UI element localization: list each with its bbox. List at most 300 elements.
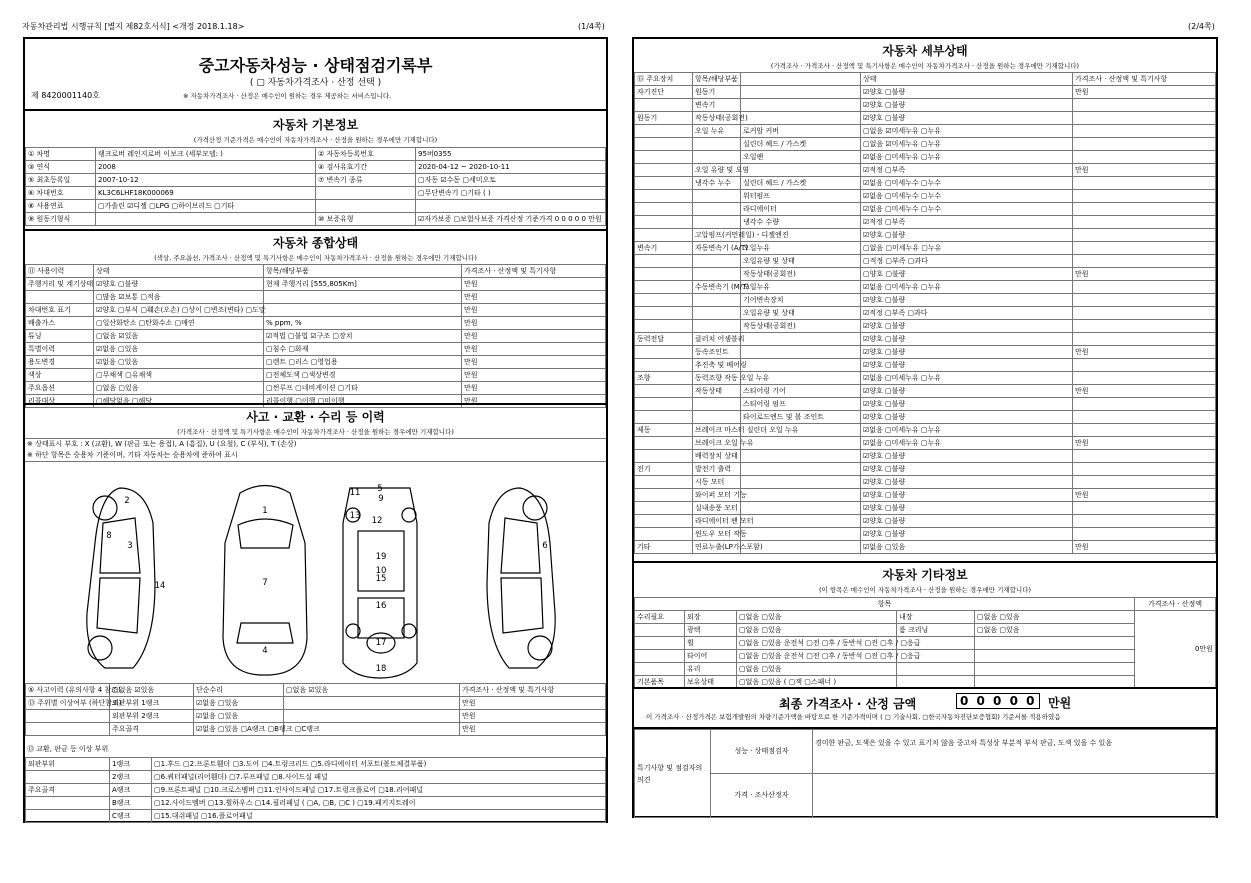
service-notice: ※ 자동차가격조사 · 산정은 매수인이 원하는 경우 제공하는 서비스입니다. bbox=[183, 92, 392, 100]
document-number: 제 8420001140호 bbox=[31, 91, 100, 100]
accident-summary-cell: 외판부위 1랭크 bbox=[110, 697, 194, 710]
detail-status-cell bbox=[741, 502, 861, 515]
basic-info-cell: ⑤ 최초등록일 bbox=[26, 174, 96, 187]
detail-status-cell bbox=[1073, 125, 1216, 138]
detail-status-cell bbox=[1073, 307, 1216, 320]
detail-status-cell bbox=[1073, 255, 1216, 268]
detail-status-cell: ☑양호 ▢불량 bbox=[861, 476, 1073, 489]
detail-status-cell: 오일 유량 및 오염 bbox=[693, 164, 741, 177]
diagram-part-label: 9 bbox=[378, 494, 384, 504]
overall-status-row bbox=[26, 317, 606, 330]
detail-status-cell: ☑양호 ▢불량 bbox=[861, 320, 1073, 333]
parts-row bbox=[26, 758, 606, 771]
other-info-cell: ▢없음 ▢있음 운전석 ▢전 ▢후 / 동반석 ▢전 ▢후 / ▢응급 bbox=[737, 637, 897, 650]
detail-status-cell bbox=[741, 528, 861, 541]
final-price-label: 최종 가격조사 · 산정 금액 bbox=[779, 697, 917, 711]
basic-info-cell: KL3C6LHF18K000069 bbox=[96, 187, 316, 200]
basic-info-cell: 랭크로버 레인지로버 이보크 (세부모델: ) bbox=[96, 148, 316, 161]
detail-status-cell bbox=[693, 307, 741, 320]
basic-info-subtitle: (가격산정 기준가격은 매수인이 자동차가격조사 · 산정을 원하는 경우에만 기재합니다) bbox=[193, 136, 438, 144]
detail-status-cell: 등속조인트 bbox=[693, 346, 741, 359]
detail-status-cell: 오일팬 bbox=[741, 151, 861, 164]
detail-status-row bbox=[635, 307, 1216, 320]
parts-table bbox=[25, 757, 606, 823]
detail-status-cell: 자기진단 bbox=[635, 86, 693, 99]
parts-cell bbox=[26, 797, 110, 810]
detail-status-cell: ☑양호 ▢불량 bbox=[861, 515, 1073, 528]
overall-status-cell: ▢침수 ▢화재 bbox=[264, 343, 462, 356]
detail-status-cell: 타이로드엔드 및 볼 조인트 bbox=[741, 411, 861, 424]
other-info-cell: ▢없음 ▢있음 bbox=[737, 624, 897, 637]
car-frame-wheelhouse-fr bbox=[402, 508, 416, 522]
detail-head-row bbox=[635, 73, 1216, 86]
detail-status-cell: 만원 bbox=[1073, 489, 1216, 502]
detail-status-cell: 작동상태(공회전) bbox=[693, 112, 741, 125]
car-left-rear-wheel bbox=[88, 636, 112, 660]
accident-summary-cell bbox=[284, 710, 460, 723]
detail-status-cell: 와이퍼 모터 기능 bbox=[693, 489, 741, 502]
other-info-cell: 수리필요 bbox=[635, 611, 685, 624]
basic-info-cell bbox=[416, 200, 606, 213]
final-price-unit: 만원 bbox=[1048, 696, 1072, 710]
parts-cell: ▢9.프론트패널 ▢10.크로스멤버 ▢11.인사이드패널 ▢17.트렁크플로어 ▢18.리어패널 bbox=[152, 784, 606, 797]
overall-head-cell: ⑪ 사용이력 bbox=[26, 265, 94, 278]
overall-head-cell: 항목/해당부품 bbox=[264, 265, 462, 278]
detail-status-cell bbox=[635, 164, 693, 177]
detail-status-cell: 만원 bbox=[1073, 268, 1216, 281]
detail-status-cell: ☑양호 ▢불량 bbox=[861, 398, 1073, 411]
accident-summary-cell bbox=[284, 697, 460, 710]
final-price-digits: 0 0 0 0 0 bbox=[956, 693, 1040, 709]
overall-status-row bbox=[26, 304, 606, 317]
basic-info-cell: 95버0355 bbox=[416, 148, 606, 161]
other-info-row bbox=[635, 624, 1216, 637]
detail-status-row bbox=[635, 398, 1216, 411]
appraiser-label: 가격 · 조사산정자 bbox=[711, 774, 813, 818]
parts-row bbox=[26, 784, 606, 797]
other-info-cell bbox=[975, 650, 1135, 663]
detail-status-cell bbox=[741, 346, 861, 359]
form-title-block bbox=[25, 39, 606, 109]
other-head-price: 가격조사 · 산정액 bbox=[1135, 598, 1216, 611]
detail-status-cell: 동력조향 작동 오일 누유 bbox=[693, 372, 741, 385]
overall-status-cell: 만원 bbox=[462, 291, 606, 304]
other-info-cell bbox=[635, 650, 685, 663]
detail-status-cell bbox=[1073, 112, 1216, 125]
detail-status-cell: ▢적정 ▢부족 ▢과다 bbox=[861, 255, 1073, 268]
detail-status-cell: 만원 bbox=[1073, 86, 1216, 99]
other-head-item: 항목 bbox=[635, 598, 1135, 611]
detail-status-cell: 전기 bbox=[635, 463, 693, 476]
overall-status-cell: ▢무채색 ▢유채색 bbox=[94, 369, 264, 382]
other-info-title: 자동차 기타정보 bbox=[882, 568, 968, 582]
basic-info-cell: ⑩ 보증유형 bbox=[316, 213, 416, 226]
basic-info-table bbox=[25, 147, 606, 226]
detail-status-cell: 작동상태 bbox=[693, 385, 741, 398]
detail-status-cell bbox=[741, 164, 861, 177]
detail-status-cell bbox=[1073, 515, 1216, 528]
detail-status-cell: 제동 bbox=[635, 424, 693, 437]
detail-status-row bbox=[635, 424, 1216, 437]
basic-info-cell: ④ 검사유효기간 bbox=[316, 161, 416, 174]
accident-summary-cell: 주요골격 bbox=[110, 723, 194, 736]
overall-status-cell: ▢없음 ☑있음 bbox=[94, 330, 264, 343]
detail-status-cell bbox=[635, 216, 693, 229]
overall-status-cell: 용도변경 bbox=[26, 356, 94, 369]
overall-status-cell: 특별이력 bbox=[26, 343, 94, 356]
basic-info-title: 자동차 기본정보 bbox=[272, 118, 359, 132]
detail-status-cell: ☑양호 ▢불량 bbox=[861, 346, 1073, 359]
detail-status-cell bbox=[693, 203, 741, 216]
detail-status-cell: 자동변속기 (A/T) bbox=[693, 242, 741, 255]
car-top-windshield bbox=[238, 519, 293, 548]
accident-history-section bbox=[25, 403, 606, 821]
other-info-cell: 룸 크리닝 bbox=[897, 624, 975, 637]
detail-status-row bbox=[635, 346, 1216, 359]
diagram-part-label: 16 bbox=[375, 601, 387, 611]
detail-status-subtitle: (가격조사 · 가격조사 · 산정액 및 특기사항은 매수인이 자동차가격조사 · 산정을 원하는 경우에만 기재합니다) bbox=[770, 62, 1080, 70]
final-price-section bbox=[634, 687, 1216, 727]
parts-cell: A랭크 bbox=[110, 784, 152, 797]
basic-info-cell: 2008 bbox=[96, 161, 316, 174]
detail-status-cell bbox=[635, 528, 693, 541]
detail-status-cell: ☑없음 ▢미세누수 ▢누수 bbox=[861, 190, 1073, 203]
detail-status-cell: ▢양호 ▢불량 bbox=[861, 268, 1073, 281]
overall-status-table bbox=[25, 264, 606, 408]
detail-status-row bbox=[635, 216, 1216, 229]
detail-status-cell bbox=[1073, 281, 1216, 294]
detail-status-row bbox=[635, 320, 1216, 333]
parts-cell: 1랭크 bbox=[110, 758, 152, 771]
basic-info-cell: ▢가솔린 ☑디젤 ▢LPG ▢하이브리드 ▢기타 bbox=[96, 200, 316, 213]
overall-status-cell: 만원 bbox=[462, 304, 606, 317]
basic-info-cell bbox=[96, 213, 316, 226]
detail-status-cell bbox=[635, 502, 693, 515]
detail-status-cell bbox=[1073, 528, 1216, 541]
detail-status-cell bbox=[741, 86, 861, 99]
other-info-row bbox=[635, 650, 1216, 663]
basic-info-cell: ⑦ 변속기 종류 bbox=[316, 174, 416, 187]
detail-status-cell bbox=[741, 489, 861, 502]
overall-status-cell: 주요옵션 bbox=[26, 382, 94, 395]
accident-summary-cell: ☑없음 ▢있음 ▢A랭크 ▢B랭크 ▢C랭크 bbox=[194, 723, 284, 736]
detail-status-cell: ☑없음 ▢있음 bbox=[861, 541, 1073, 554]
overall-status-cell: 만원 bbox=[462, 395, 606, 408]
detail-status-cell bbox=[635, 320, 693, 333]
detail-status-row bbox=[635, 463, 1216, 476]
detail-status-cell: ☑없음 ▢미세누유 ▢누유 bbox=[861, 424, 1073, 437]
other-info-cell bbox=[635, 624, 685, 637]
detail-status-cell: ☑적정 ▢부족 bbox=[861, 216, 1073, 229]
detail-status-cell: 오일누유 bbox=[741, 242, 861, 255]
detail-head-cell: 상태 bbox=[861, 73, 1073, 86]
detail-status-row bbox=[635, 255, 1216, 268]
diagram-part-label: 17 bbox=[375, 638, 387, 648]
overall-status-cell bbox=[26, 291, 94, 304]
detail-status-cell: ☑적정 ▢부족 bbox=[861, 164, 1073, 177]
overall-status-cell: ☑양호 ▢불량 bbox=[94, 278, 264, 291]
detail-head-cell: 가격조사 · 산정액 및 특기사항 bbox=[1073, 73, 1216, 86]
detail-status-cell bbox=[635, 437, 693, 450]
basic-info-cell: ☑자가보증 ▢보험사보증 가격산정 기준가격 0 0 0 0 0 만원 bbox=[416, 213, 606, 226]
accident-summary-cell bbox=[26, 710, 110, 723]
detail-status-cell: ☑양호 ▢불량 bbox=[861, 463, 1073, 476]
detail-status-cell bbox=[635, 450, 693, 463]
overall-status-subtitle: (색상, 주요옵션, 가격조사 · 산정액 및 특기사항은 매수인이 자동차가격조사 · 산정을 원하는 경우에만 기재합니다) bbox=[154, 254, 477, 262]
other-info-subtitle: (이 항목은 매수인이 자동차가격조사 · 산정을 원하는 경우에만 기재합니다) bbox=[818, 586, 1032, 594]
overall-status-cell: 만원 bbox=[462, 356, 606, 369]
other-info-cell: 외장 bbox=[685, 611, 737, 624]
other-info-cell: ▢없음 ▢있음 운전석 ▢전 ▢후 / 동반석 ▢전 ▢후 / ▢응급 bbox=[737, 650, 897, 663]
detail-status-cell: ☑적정 ▢부족 ▢과다 bbox=[861, 307, 1073, 320]
detail-status-row bbox=[635, 190, 1216, 203]
parts-cell: B랭크 bbox=[110, 797, 152, 810]
basic-info-cell: ② 자동차등록번호 bbox=[316, 148, 416, 161]
detail-status-cell: ☑양호 ▢불량 bbox=[861, 333, 1073, 346]
overall-status-section bbox=[25, 229, 606, 403]
detail-status-cell bbox=[1073, 463, 1216, 476]
overall-status-cell: ☑없음 ▢있음 bbox=[94, 343, 264, 356]
detail-status-cell: 윈도우 모터 작동 bbox=[693, 528, 741, 541]
overall-status-cell: ▢일산화탄소 ▢탄화수소 ▢매연 bbox=[94, 317, 264, 330]
detail-status-row bbox=[635, 359, 1216, 372]
detail-status-cell: 실린더 헤드 / 가스켓 bbox=[741, 177, 861, 190]
overall-head-cell: 상태 bbox=[94, 265, 264, 278]
detail-status-cell bbox=[1073, 190, 1216, 203]
overall-status-cell: 색상 bbox=[26, 369, 94, 382]
detail-status-cell: 기타 bbox=[635, 541, 693, 554]
detail-status-cell: ▢없음 ☑미세누유 ▢누유 bbox=[861, 125, 1073, 138]
other-info-cell: 기본품목 bbox=[635, 676, 685, 689]
detail-status-cell: 만원 bbox=[1073, 164, 1216, 177]
detail-status-cell bbox=[1073, 424, 1216, 437]
accident-history-subtitle: (가격조사 · 산정액 및 특기사항은 매수인이 자동차가격조사 · 산정을 원하는 경우에만 기재합니다) bbox=[177, 428, 454, 436]
overall-status-cell: ▢썬루프 ▢네비게이션 ▢기타 bbox=[264, 382, 462, 395]
detail-status-cell: 실린더 헤드 / 가스켓 bbox=[741, 138, 861, 151]
detail-status-cell bbox=[741, 359, 861, 372]
parts-row bbox=[26, 810, 606, 823]
basic-info-cell: ▢자동 ☑수동 ▢세미오토 bbox=[416, 174, 606, 187]
detail-status-cell bbox=[1073, 99, 1216, 112]
overall-status-cell: 만원 bbox=[462, 382, 606, 395]
basic-info-row bbox=[26, 161, 606, 174]
detail-status-cell bbox=[741, 99, 861, 112]
other-info-cell: ▢없음 ▢있음 bbox=[975, 611, 1135, 624]
car-left-door-rear bbox=[97, 578, 140, 633]
other-info-cell bbox=[975, 663, 1135, 676]
law-reference: 자동차관리법 시행규칙 [별지 제82호서식] <개정 2018.1.18> bbox=[22, 22, 245, 31]
detail-status-cell bbox=[693, 151, 741, 164]
overall-status-cell: 만원 bbox=[462, 369, 606, 382]
detail-status-row bbox=[635, 229, 1216, 242]
detail-status-row bbox=[635, 528, 1216, 541]
basic-info-cell: ③ 연식 bbox=[26, 161, 96, 174]
remarks-section bbox=[634, 727, 1216, 816]
detail-status-cell bbox=[635, 255, 693, 268]
diagram-part-label: 12 bbox=[371, 516, 383, 526]
basic-info-cell: 2020-04-12 ~ 2020-10-11 bbox=[416, 161, 606, 174]
detail-status-cell: 조향 bbox=[635, 372, 693, 385]
detail-status-row bbox=[635, 502, 1216, 515]
detail-status-row bbox=[635, 164, 1216, 177]
basic-info-row bbox=[26, 148, 606, 161]
detail-status-cell: ☑없음 ▢미세누유 ▢누유 bbox=[861, 151, 1073, 164]
basic-info-row bbox=[26, 213, 606, 226]
detail-status-cell: 배력장치 상태 bbox=[693, 450, 741, 463]
overall-status-row bbox=[26, 369, 606, 382]
other-info-cell bbox=[975, 637, 1135, 650]
detail-status-cell bbox=[635, 203, 693, 216]
detail-status-cell bbox=[635, 190, 693, 203]
overall-status-cell bbox=[264, 291, 462, 304]
accident-summary-cell: ☑없음 ▢있음 bbox=[194, 697, 284, 710]
detail-status-cell bbox=[635, 515, 693, 528]
detail-status-cell bbox=[1073, 450, 1216, 463]
detail-status-row bbox=[635, 450, 1216, 463]
car-damage-diagram bbox=[25, 463, 606, 683]
detail-status-cell: 라디에이터 bbox=[741, 203, 861, 216]
detail-status-cell bbox=[1073, 372, 1216, 385]
basic-info-cell: ① 차명 bbox=[26, 148, 96, 161]
parts-cell bbox=[26, 771, 110, 784]
overall-status-cell: ☑양호 ▢부식 ▢훼손(오손) ▢상이 ▢변조(변타) ▢도말 bbox=[94, 304, 264, 317]
detail-status-cell bbox=[693, 138, 741, 151]
detail-status-cell: ☑양호 ▢불량 bbox=[861, 229, 1073, 242]
other-info-cell bbox=[635, 637, 685, 650]
parts-cell: 외판부위 bbox=[26, 758, 110, 771]
car-right-door-rear bbox=[501, 578, 543, 633]
detail-status-cell bbox=[1073, 476, 1216, 489]
detail-status-cell bbox=[693, 294, 741, 307]
parts-cell: ▢15.대쉬패널 ▢16.플로어패널 bbox=[152, 810, 606, 823]
diagram-part-label: 7 bbox=[262, 578, 268, 588]
accident-summary-row bbox=[26, 697, 606, 710]
detail-status-cell bbox=[635, 476, 693, 489]
basic-info-cell: ⑧ 사용연료 bbox=[26, 200, 96, 213]
car-right-door-front bbox=[501, 518, 540, 573]
detail-status-row bbox=[635, 125, 1216, 138]
overall-status-row bbox=[26, 343, 606, 356]
detail-status-cell bbox=[1073, 320, 1216, 333]
detail-status-cell: ☑양호 ▢불량 bbox=[861, 359, 1073, 372]
detail-status-cell: 워터펌프 bbox=[741, 190, 861, 203]
detail-status-cell: ☑없음 ▢미세누수 ▢누수 bbox=[861, 203, 1073, 216]
remarks-label: 특기사항 및 점검자의 의견 bbox=[635, 730, 711, 818]
detail-status-cell bbox=[741, 515, 861, 528]
diagram-part-label: 13 bbox=[349, 511, 361, 521]
inspector-opinion: 경미한 판금, 도색은 있을 수 있고 표기치 않음 중고차 특성상 부분적 부식 판금, 도색 있을 수 있음 bbox=[813, 730, 1216, 774]
accident-summary-cell: ▢없음 ☑있음 bbox=[110, 684, 194, 697]
car-right-rear-wheel bbox=[528, 636, 552, 660]
detail-head-cell: 항목/해당부품 bbox=[693, 73, 741, 86]
detail-status-cell bbox=[741, 450, 861, 463]
detail-status-cell: ☑양호 ▢불량 bbox=[861, 502, 1073, 515]
car-left-front-wheel bbox=[93, 496, 117, 520]
other-info-cell bbox=[635, 663, 685, 676]
detail-status-row bbox=[635, 138, 1216, 151]
overall-head-row bbox=[26, 265, 606, 278]
diagram-part-label: 8 bbox=[106, 531, 112, 541]
detail-status-row bbox=[635, 177, 1216, 190]
overall-status-row bbox=[26, 278, 606, 291]
overall-status-cell: ▢렌트 ▢리스 ▢영업용 bbox=[264, 356, 462, 369]
accident-summary-row bbox=[26, 710, 606, 723]
detail-status-cell: ☑없음 ▢미세누수 ▢누수 bbox=[861, 177, 1073, 190]
detail-status-cell bbox=[1073, 177, 1216, 190]
other-info-cell bbox=[897, 663, 975, 676]
detail-status-row bbox=[635, 294, 1216, 307]
detail-status-cell: 작동상태(공회전) bbox=[741, 320, 861, 333]
detail-status-cell bbox=[635, 359, 693, 372]
detail-status-section bbox=[634, 39, 1216, 561]
diagram-part-label: 6 bbox=[542, 541, 548, 551]
basic-info-cell: ⑨ 원동기형식 bbox=[26, 213, 96, 226]
detail-status-cell bbox=[1073, 398, 1216, 411]
detail-status-cell bbox=[635, 281, 693, 294]
detail-status-cell: 오일누유 bbox=[741, 281, 861, 294]
detail-status-cell bbox=[1073, 151, 1216, 164]
detail-status-cell bbox=[1073, 242, 1216, 255]
detail-status-cell: ☑양호 ▢불량 bbox=[861, 86, 1073, 99]
detail-status-cell: 수동변속기 (M/T) bbox=[693, 281, 741, 294]
detail-status-cell bbox=[741, 437, 861, 450]
car-right-front-wheel bbox=[523, 496, 547, 520]
overall-status-cell: ▢해당없음 ▢해당 bbox=[94, 395, 264, 408]
detail-status-cell: 스티어링 기어 bbox=[741, 385, 861, 398]
overall-status-cell: ▢전체도색 ▢색상변경 bbox=[264, 369, 462, 382]
detail-status-cell: 변속기 bbox=[693, 99, 741, 112]
other-info-cell: ▢없음 ▢있음 bbox=[737, 611, 897, 624]
detail-status-cell bbox=[693, 268, 741, 281]
accident-summary-cell: 만원 bbox=[460, 723, 606, 736]
overall-status-cell: ☑없음 ▢있음 bbox=[94, 356, 264, 369]
detail-status-cell: ☑양호 ▢불량 bbox=[861, 489, 1073, 502]
detail-status-cell bbox=[635, 125, 693, 138]
detail-status-cell: ☑양호 ▢불량 bbox=[861, 99, 1073, 112]
detail-status-cell: 실내송풍 모터 bbox=[693, 502, 741, 515]
detail-status-cell bbox=[1073, 294, 1216, 307]
detail-status-cell bbox=[1073, 203, 1216, 216]
diagram-part-label: 4 bbox=[262, 646, 268, 656]
detail-status-row bbox=[635, 411, 1216, 424]
basic-info-row bbox=[26, 200, 606, 213]
detail-status-row bbox=[635, 99, 1216, 112]
detail-status-cell bbox=[1073, 333, 1216, 346]
other-info-cell: 휠 bbox=[685, 637, 737, 650]
accident-summary-cell: ⑤ 사고이력 (유의사항 4 참조) bbox=[26, 684, 110, 697]
overall-status-cell: % ppm, % bbox=[264, 317, 462, 330]
detail-status-cell: 원동기 bbox=[635, 112, 693, 125]
accident-summary-row bbox=[26, 684, 606, 697]
detail-status-cell bbox=[693, 320, 741, 333]
diagram-part-label: 2 bbox=[124, 496, 130, 506]
diagram-part-label: 1 bbox=[262, 506, 268, 516]
detail-status-cell: 변속기 bbox=[635, 242, 693, 255]
other-info-row bbox=[635, 611, 1216, 624]
overall-status-title: 자동차 종합상태 bbox=[272, 236, 359, 250]
detail-status-cell bbox=[635, 489, 693, 502]
other-info-cell: 내장 bbox=[897, 611, 975, 624]
inspector-label: 성능 · 상태점검자 bbox=[711, 730, 813, 774]
other-info-cell: ▢없음 ▢있음 ( ▢잭 ▢스패너 ) bbox=[737, 676, 897, 689]
detail-status-cell bbox=[635, 229, 693, 242]
detail-status-row bbox=[635, 541, 1216, 554]
overall-status-cell: 리콜이행 ▢이행 ▢미이행 bbox=[264, 395, 462, 408]
detail-status-cell: ☑양호 ▢불량 bbox=[861, 112, 1073, 125]
remarks-table bbox=[634, 729, 1216, 818]
accident-summary-cell: 가격조사 · 산정액 및 특기사항 bbox=[460, 684, 606, 697]
diagram-part-label: 5 bbox=[377, 484, 383, 494]
